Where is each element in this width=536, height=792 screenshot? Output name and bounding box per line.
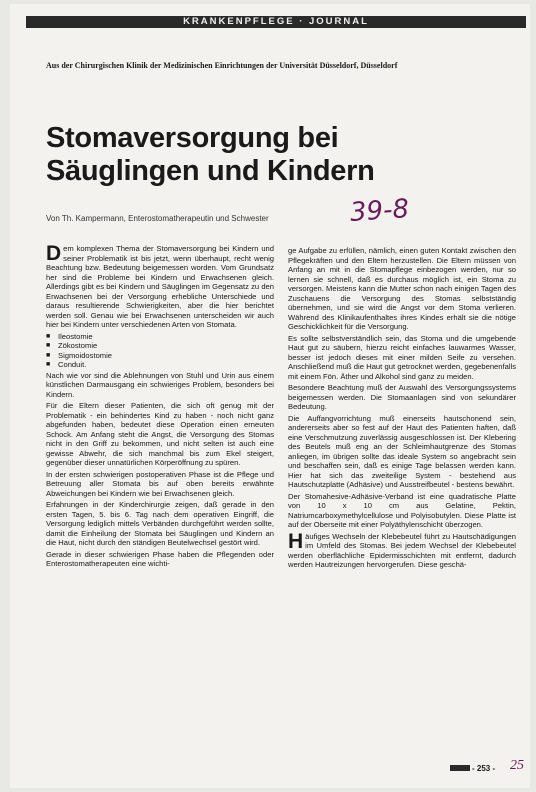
title-line-2: Säuglingen und Kindern [46,155,375,187]
list-item: ■ Conduit. [46,360,274,370]
author-line: Von Th. Kampermann, Enterostomatherapeutin und Schwester [46,214,269,223]
right-column [288,246,516,572]
journal-page [10,4,530,788]
drop-cap: D [46,242,62,265]
paragraph: Die Auffangvorrichtung muß einerseits hautschonend sein, andererseits aber so fest auf der Haut des Patienten haften, daß eine Verschmutzung zuverlässig ausgeschlossen ist. Der Klebering des Beutels muß eng an der Schleimhautgrenze des Stomas anliegen, im übrigen sollte das ideale System so angebracht sein und beschaffen sein, daß es einige Tage belassen werden kann. Hier hat sich das zweiteilige System - bestehend aus Hautschutzplatte (Adhäsive) und Ausstreifbeutel - bestens bewährt. [288,413,516,489]
left-column [46,244,274,571]
paragraph: Für die Eltern dieser Patienten, die sich oft genug mit der Problematik - ein behindertes Kind zu haben - noch nicht ganz abgefunden haben, bedeutet diese Operation einen erneuten Schock. Am Anfang steht die Angst, die Versorgung des Stomas nicht in den Griff zu bekommen, und nicht selten ist auch eine gewisse Abwehr, die sich manchmal bis zum Ekel steigert, gegenüber dieser unnatürlichen Körperöffnung zu spüren. [46,401,274,467]
drop-cap: H [288,529,304,553]
list-item: ■ Zökostomie [46,341,274,351]
paragraph: Erfahrungen in der Kinderchirurgie zeigen, daß gerade in den ersten Tagen, 5. bis 6. Tag nach dem operativen Eingriff, die Versorgung lediglich mittels Verbänden durchgeführt werden sollte, damit die Einheilung der Stomata bei Säuglingen und Kindern an die Haut, nicht durch den ständigen Beutelwechsel gestört wird. [46,500,274,547]
footer-bar [450,765,470,771]
handwritten-page-mark: 25 [510,758,524,773]
title-line-1: Stomaversorgung bei [46,122,339,154]
journal-header-bar: KRANKENPFLEGE · JOURNAL [26,16,526,28]
paragraph: Gerade in dieser schwierigen Phase haben die Pflegenden oder Enterostomatherapeuten eine wichti- [46,549,274,568]
institution-line: Aus der Chirurgischen Klinik der Medizinischen Einrichtungen der Universität Düsseldorf, Düsseldorf [46,61,398,70]
list-item: ■ Ileostomie [46,332,274,342]
paragraph-text: äufiges Wechseln der Klebebeutel führt zu Hautschädigungen im Umfeld des Stomas. Bei jedem Wechsel der Klebebeutel werden oberflächliche Epidermisschichten mit entfernt, dadurch werden Hautreizungen hervorgerufen. Diese geschä- [288,531,516,569]
paragraph-text: em komplexen Thema der Stomaversorgung bei Kindern und seiner Problematik ist bis jetzt, wenn überhaupt, recht wenig Beachtung bzw. Bedeutung beigemessen worden. Vom Grundsatz her sind die Probleme bei Kindern und Erwachsenen gleich. Allerdings gibt es bei Kindern und Säuglingen im Gegensatz zu den Erwachsenen bei der Versorgung erhebliche Unterschiede und daraus resultierende Schwierigkeiten, aber die hier berichtet werden soll. Genau wie bei Erwachsenen unterscheiden wir auch hier bei Kindern unter verschiedenen Arten von Stomata. [46,244,274,329]
paragraph: Besondere Beachtung muß der Auswahl des Versorgungssystems beigemessen werden. Die Stomaanlagen sind von sekundärer Bedeutung. [288,383,516,411]
handwritten-note: 39-8 [349,193,410,229]
article-title [46,122,506,188]
paragraph [288,529,516,570]
list-item: ■ Sigmoidostomie [46,351,274,361]
paragraph: Nach wie vor sind die Ablehnungen von Stuhl und Urin aus einem künstlichen Darmausgang ein schwieriges Problem, besonders bei Kindern. [46,370,274,399]
paragraph: In der ersten schwierigen postoperativen Phase ist die Pflege und Betreuung aller Stomata bis auf oben bereits erwähnte Abweichungen bei Kindern wie bei Erwachsenen gleich. [46,469,274,498]
paragraph: Es sollte selbstverständlich sein, das Stoma und die umgebende Haut gut zu säubern, hierzu reicht einfaches lauwarmes Wasser, besser ist jedoch dieses mit einer milden Seife zu versehen. Anschließend muß die Haut gut getrocknet werden, gegebenenfalls mit einem Fön. Äther und Alkohol sind ganz zu meiden. [288,333,516,381]
paragraph: ge Aufgabe zu erfüllen, nämlich, einen guten Kontakt zwischen den Pflegekräften und den Eltern herzustellen. Die Eltern müssen von Anfang an mit in die Stomapflege einbezogen werden, nur so lernen sie schnell, daß es durchaus möglich ist, ein Stoma zu versorgen. Meistens kann die Mutter schon nach einigen Tagen des Zuschauens die Versorgung des Stomas selbstständig übernehmen, und sie wird die Angst vor dem Stoma verlieren. Während des Klinikaufenthaltes ihres Kindes erhält sie die nötige Geschicklichkeit für die Versorgung. [288,246,516,331]
paragraph: Der Stomahesive-Adhäsive-Verband ist eine quadratische Platte von 10 x 10 cm aus Gelatine, Pektin, Natriumcarboxymethylcellulose und Polyisobutylen. Diese Platte ist auf der Oberseite mit einer Polyäthylenschicht überzogen. [288,491,516,529]
page-number-value: 253 [476,764,491,773]
page-number: - 253 - [472,764,496,773]
stoma-type-list [46,332,274,370]
paragraph [46,244,274,330]
